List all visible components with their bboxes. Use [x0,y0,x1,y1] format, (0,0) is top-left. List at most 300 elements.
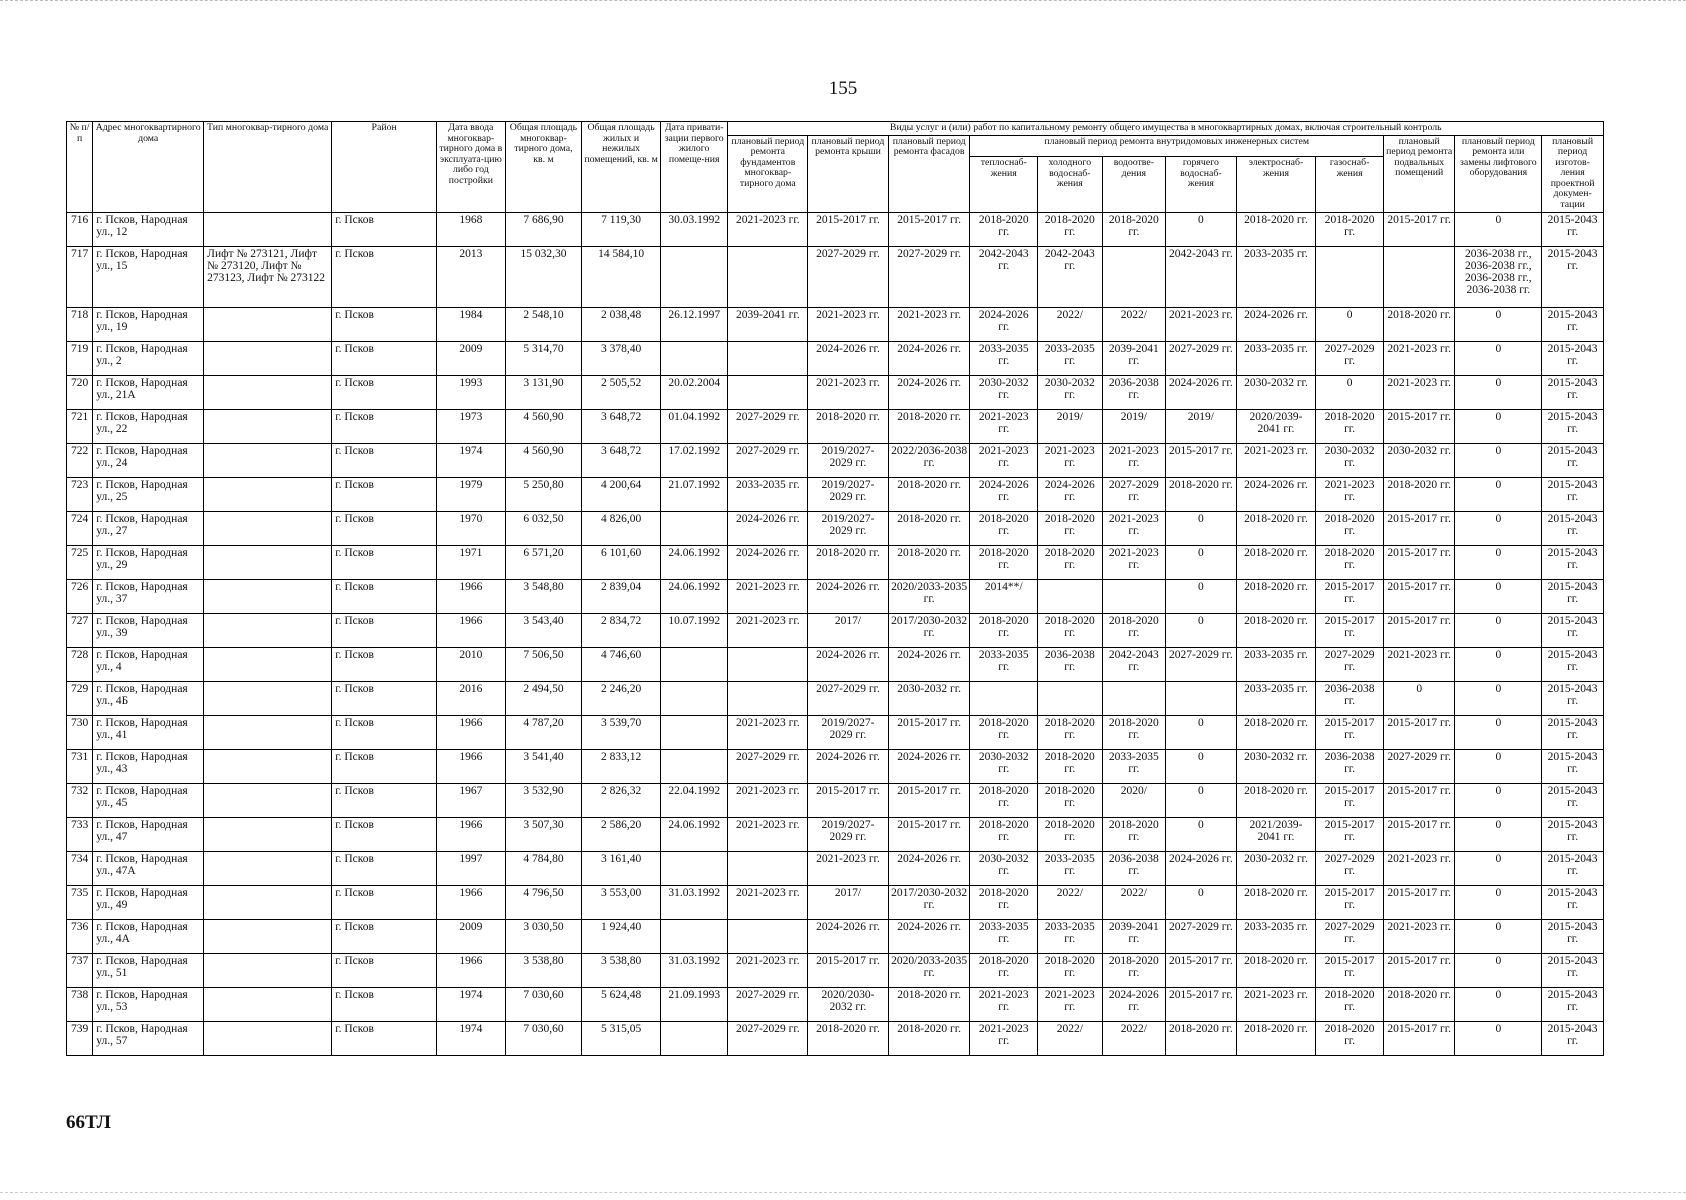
row-sewerage: 2036-2038 гг. [1102,375,1166,409]
row-district: г. Псков [332,307,437,341]
row-total-area: 4 796,50 [505,885,582,919]
row-year: 2010 [437,647,506,681]
row-elevator: 0 [1455,409,1542,443]
row-living-area: 4 746,60 [582,647,661,681]
row-cold-water: 2018-2020 гг. [1038,212,1103,246]
row-elevator: 0 [1455,851,1542,885]
row-basement: 2015-2017 гг. [1383,817,1455,851]
table-row [67,715,1604,749]
row-house-type [204,647,332,681]
col-commission-date: Дата ввода многоквар-тирного дома в эксплуата-цию либо год постройки [437,122,506,213]
row-sewerage: 2021-2023 гг. [1102,545,1166,579]
row-house-type [204,987,332,1021]
row-basement: 2015-2017 гг. [1383,409,1455,443]
row-sewerage: 2021-2023 гг. [1102,443,1166,477]
row-sewerage: 2018-2020 гг. [1102,212,1166,246]
row-address: г. Псков, Народная ул., 57 [93,1021,204,1055]
row-cold-water: 2030-2032 гг. [1038,375,1103,409]
row-design-docs: 2015-2043 гг. [1542,579,1604,613]
row-living-area: 2 586,20 [582,817,661,851]
row-facade: 2030-2032 гг. [888,681,970,715]
table-row [67,443,1604,477]
col-elevator: плановый период ремонта или замены лифтового оборудования [1455,135,1542,212]
row-privatization: 20.02.2004 [660,375,728,409]
row-living-area: 14 584,10 [582,246,661,307]
row-roof: 2027-2029 гг. [808,246,889,307]
row-house-type [204,579,332,613]
row-foundation [728,851,808,885]
row-district: г. Псков [332,212,437,246]
row-foundation: 2021-2023 гг. [728,953,808,987]
row-gas: 0 [1316,375,1384,409]
row-address: г. Псков, Народная ул., 24 [93,443,204,477]
row-house-type [204,409,332,443]
row-privatization: 24.06.1992 [660,545,728,579]
row-total-area: 7 030,60 [505,987,582,1021]
row-electricity: 2033-2035 гг. [1236,246,1316,307]
row-heating: 2018-2020 гг. [970,511,1038,545]
row-district: г. Псков [332,885,437,919]
row-living-area: 2 246,20 [582,681,661,715]
row-total-area: 15 032,30 [505,246,582,307]
row-heating: 2033-2035 гг. [970,341,1038,375]
row-basement: 2021-2023 гг. [1383,375,1455,409]
row-number: 728 [67,647,93,681]
row-number: 734 [67,851,93,885]
row-roof: 2024-2026 гг. [808,579,889,613]
row-electricity: 2018-2020 гг. [1236,212,1316,246]
row-basement: 0 [1383,681,1455,715]
row-roof: 2024-2026 гг. [808,341,889,375]
row-living-area: 1 924,40 [582,919,661,953]
row-foundation [728,246,808,307]
row-year: 1966 [437,613,506,647]
row-design-docs: 2015-2043 гг. [1542,477,1604,511]
works-group-header: Виды услуг и (или) работ по капитальному ремонту общего имущества в многоквартирных домах, включая строительный контроль [728,122,1604,136]
row-sewerage: 2022/ [1102,1021,1166,1055]
page-number: 155 [828,78,858,99]
col-heating: теплоснаб-жения [970,157,1038,212]
row-heating: 2030-2032 гг. [970,749,1038,783]
row-cold-water: 2018-2020 гг. [1038,749,1103,783]
row-heating: 2018-2020 гг. [970,783,1038,817]
row-privatization: 24.06.1992 [660,579,728,613]
table-row [67,212,1604,246]
row-heating: 2018-2020 гг. [970,817,1038,851]
row-roof: 2027-2029 гг. [808,681,889,715]
row-number: 722 [67,443,93,477]
row-address: г. Псков, Народная ул., 39 [93,613,204,647]
row-gas [1316,246,1384,307]
row-hot-water: 0 [1166,579,1237,613]
row-cold-water: 2022/ [1038,307,1103,341]
row-house-type [204,885,332,919]
row-privatization [660,851,728,885]
row-foundation: 2021-2023 гг. [728,885,808,919]
row-living-area: 2 834,72 [582,613,661,647]
row-roof: 2015-2017 гг. [808,953,889,987]
row-gas: 2030-2032 гг. [1316,443,1384,477]
row-privatization: 24.06.1992 [660,817,728,851]
row-basement: 2021-2023 гг. [1383,851,1455,885]
row-electricity: 2033-2035 гг. [1236,341,1316,375]
row-roof: 2019/2027-2029 гг. [808,443,889,477]
row-number: 724 [67,511,93,545]
row-cold-water: 2018-2020 гг. [1038,545,1103,579]
row-year: 1971 [437,545,506,579]
row-sewerage: 2027-2029 гг. [1102,477,1166,511]
row-address: г. Псков, Народная ул., 4Б [93,681,204,715]
row-house-type [204,341,332,375]
row-facade: 2024-2026 гг. [888,647,970,681]
row-facade: 2022/2036-2038 гг. [888,443,970,477]
row-heating: 2018-2020 гг. [970,715,1038,749]
row-district: г. Псков [332,749,437,783]
row-total-area: 3 030,50 [505,919,582,953]
row-number: 731 [67,749,93,783]
row-year: 1966 [437,579,506,613]
row-cold-water: 2042-2043 гг. [1038,246,1103,307]
col-foundation: плановый период ремонта фундаментов многоквар-тирного дома [728,135,808,212]
engineering-group-header: плановый период ремонта внутридомовых инженерных систем [970,135,1383,157]
table-row [67,885,1604,919]
row-electricity: 2033-2035 гг. [1236,647,1316,681]
row-year: 1968 [437,212,506,246]
row-cold-water: 2021-2023 гг. [1038,443,1103,477]
row-house-type [204,545,332,579]
row-year: 1973 [437,409,506,443]
row-address: г. Псков, Народная ул., 4 [93,647,204,681]
row-house-type [204,715,332,749]
row-district: г. Псков [332,613,437,647]
row-gas: 2018-2020 гг. [1316,545,1384,579]
row-heating: 2018-2020 гг. [970,613,1038,647]
row-total-area: 4 560,90 [505,443,582,477]
row-roof: 2018-2020 гг. [808,1021,889,1055]
row-number: 720 [67,375,93,409]
row-gas: 2018-2020 гг. [1316,212,1384,246]
row-basement: 2015-2017 гг. [1383,953,1455,987]
row-foundation: 2021-2023 гг. [728,715,808,749]
row-design-docs: 2015-2043 гг. [1542,919,1604,953]
col-privatization: Дата привати-зации первого жилого помеще-ния [660,122,728,213]
row-privatization [660,715,728,749]
row-cold-water: 2022/ [1038,885,1103,919]
row-roof: 2018-2020 гг. [808,409,889,443]
row-year: 1993 [437,375,506,409]
row-privatization [660,1021,728,1055]
row-design-docs: 2015-2043 гг. [1542,681,1604,715]
row-heating: 2018-2020 гг. [970,885,1038,919]
row-hot-water: 2019/ [1166,409,1237,443]
table-row [67,987,1604,1021]
row-roof: 2019/2027-2029 гг. [808,511,889,545]
row-electricity: 2021-2023 гг. [1236,443,1316,477]
row-number: 727 [67,613,93,647]
row-total-area: 5 314,70 [505,341,582,375]
row-total-area: 3 532,90 [505,783,582,817]
row-foundation: 2027-2029 гг. [728,987,808,1021]
row-cold-water: 2022/ [1038,1021,1103,1055]
table-row [67,477,1604,511]
row-roof: 2017/ [808,885,889,919]
row-foundation: 2021-2023 гг. [728,783,808,817]
row-design-docs: 2015-2043 гг. [1542,647,1604,681]
row-sewerage: 2033-2035 гг. [1102,749,1166,783]
row-number: 726 [67,579,93,613]
row-living-area: 3 161,40 [582,851,661,885]
row-hot-water: 0 [1166,817,1237,851]
row-house-type [204,613,332,647]
row-hot-water: 2042-2043 гг. [1166,246,1237,307]
row-year: 1967 [437,783,506,817]
row-facade: 2018-2020 гг. [888,477,970,511]
row-basement: 2015-2017 гг. [1383,1021,1455,1055]
row-elevator: 0 [1455,545,1542,579]
row-number: 739 [67,1021,93,1055]
row-address: г. Псков, Народная ул., 15 [93,246,204,307]
row-basement: 2015-2017 гг. [1383,613,1455,647]
row-roof: 2024-2026 гг. [808,749,889,783]
row-facade: 2020/2033-2035 гг. [888,579,970,613]
row-facade: 2015-2017 гг. [888,817,970,851]
row-roof: 2021-2023 гг. [808,375,889,409]
row-foundation: 2027-2029 гг. [728,749,808,783]
row-cold-water: 2018-2020 гг. [1038,511,1103,545]
table-row [67,375,1604,409]
row-living-area: 2 505,52 [582,375,661,409]
row-living-area: 7 119,30 [582,212,661,246]
row-roof: 2020/2030-2032 гг. [808,987,889,1021]
row-basement: 2018-2020 гг. [1383,307,1455,341]
row-district: г. Псков [332,511,437,545]
row-gas: 2027-2029 гг. [1316,647,1384,681]
row-gas: 2018-2020 гг. [1316,511,1384,545]
table-row [67,953,1604,987]
row-number: 738 [67,987,93,1021]
row-district: г. Псков [332,1021,437,1055]
row-design-docs: 2015-2043 гг. [1542,307,1604,341]
row-address: г. Псков, Народная ул., 49 [93,885,204,919]
row-design-docs: 2015-2043 гг. [1542,511,1604,545]
row-basement: 2015-2017 гг. [1383,545,1455,579]
row-roof: 2019/2027-2029 гг. [808,715,889,749]
row-year: 1966 [437,885,506,919]
row-total-area: 7 686,90 [505,212,582,246]
table-row [67,783,1604,817]
row-elevator: 0 [1455,579,1542,613]
col-living-area: Общая площадь жилых и нежилых помещений, кв. м [582,122,661,213]
row-gas: 2015-2017 гг. [1316,783,1384,817]
row-electricity: 2024-2026 гг. [1236,477,1316,511]
row-design-docs: 2015-2043 гг. [1542,212,1604,246]
row-hot-water: 0 [1166,783,1237,817]
row-total-area: 6 032,50 [505,511,582,545]
row-total-area: 3 541,40 [505,749,582,783]
row-basement: 2015-2017 гг. [1383,579,1455,613]
row-address: г. Псков, Народная ул., 45 [93,783,204,817]
row-address: г. Псков, Народная ул., 21А [93,375,204,409]
row-basement: 2015-2017 гг. [1383,715,1455,749]
row-foundation: 2024-2026 гг. [728,545,808,579]
row-district: г. Псков [332,443,437,477]
row-address: г. Псков, Народная ул., 12 [93,212,204,246]
row-roof: 2019/2027-2029 гг. [808,477,889,511]
row-district: г. Псков [332,409,437,443]
row-design-docs: 2015-2043 гг. [1542,341,1604,375]
row-privatization [660,511,728,545]
row-sewerage: 2039-2041 гг. [1102,919,1166,953]
row-facade: 2017/2030-2032 гг. [888,885,970,919]
row-cold-water: 2018-2020 гг. [1038,783,1103,817]
row-heating: 2018-2020 гг. [970,212,1038,246]
row-living-area: 2 826,32 [582,783,661,817]
row-house-type [204,749,332,783]
row-district: г. Псков [332,783,437,817]
row-district: г. Псков [332,545,437,579]
row-roof: 2015-2017 гг. [808,783,889,817]
row-district: г. Псков [332,477,437,511]
row-living-area: 4 826,00 [582,511,661,545]
row-cold-water: 2033-2035 гг. [1038,851,1103,885]
row-sewerage: 2022/ [1102,885,1166,919]
row-facade: 2021-2023 гг. [888,307,970,341]
row-elevator: 0 [1455,1021,1542,1055]
row-number: 736 [67,919,93,953]
row-foundation: 2021-2023 гг. [728,817,808,851]
row-year: 2013 [437,246,506,307]
row-heating [970,681,1038,715]
row-total-area: 5 250,80 [505,477,582,511]
row-foundation [728,647,808,681]
row-year: 1970 [437,511,506,545]
row-year: 1984 [437,307,506,341]
row-electricity: 2030-2032 гг. [1236,749,1316,783]
row-foundation: 2021-2023 гг. [728,212,808,246]
row-address: г. Псков, Народная ул., 53 [93,987,204,1021]
row-house-type [204,375,332,409]
row-privatization: 21.07.1992 [660,477,728,511]
row-heating: 2018-2020 гг. [970,953,1038,987]
row-house-type [204,953,332,987]
table-row [67,409,1604,443]
row-electricity: 2018-2020 гг. [1236,783,1316,817]
row-total-area: 4 787,20 [505,715,582,749]
row-district: г. Псков [332,953,437,987]
row-living-area: 3 538,80 [582,953,661,987]
row-hot-water: 2024-2026 гг. [1166,375,1237,409]
table-body [67,212,1604,1055]
table-row [67,579,1604,613]
row-living-area: 3 648,72 [582,409,661,443]
row-gas: 2015-2017 гг. [1316,953,1384,987]
row-total-area: 3 538,80 [505,953,582,987]
row-facade: 2024-2026 гг. [888,919,970,953]
row-electricity: 2018-2020 гг. [1236,885,1316,919]
row-living-area: 3 648,72 [582,443,661,477]
capital-repair-table [66,121,1604,1056]
row-foundation [728,341,808,375]
row-sewerage: 2018-2020 гг. [1102,953,1166,987]
row-facade: 2024-2026 гг. [888,749,970,783]
row-roof: 2018-2020 гг. [808,545,889,579]
row-year: 2016 [437,681,506,715]
row-gas: 2027-2029 гг. [1316,341,1384,375]
row-electricity: 2018-2020 гг. [1236,579,1316,613]
col-design-docs: плановый период изготов-ления проектной докумен-тации [1542,135,1604,212]
row-number: 729 [67,681,93,715]
row-facade: 2020/2033-2035 гг. [888,953,970,987]
row-design-docs: 2015-2043 гг. [1542,987,1604,1021]
row-cold-water: 2021-2023 гг. [1038,987,1103,1021]
col-hot-water: горячего водоснаб-жения [1166,157,1237,212]
row-heating: 2021-2023 гг. [970,409,1038,443]
row-gas: 2018-2020 гг. [1316,1021,1384,1055]
table-header [67,122,1604,213]
row-foundation: 2027-2029 гг. [728,409,808,443]
row-privatization: 31.03.1992 [660,953,728,987]
row-address: г. Псков, Народная ул., 29 [93,545,204,579]
row-design-docs: 2015-2043 гг. [1542,443,1604,477]
row-living-area: 2 038,48 [582,307,661,341]
table-row [67,647,1604,681]
col-gas: газоснаб-жения [1316,157,1384,212]
row-basement: 2015-2017 гг. [1383,511,1455,545]
row-district: г. Псков [332,919,437,953]
row-total-area: 3 131,90 [505,375,582,409]
table-row [67,817,1604,851]
row-roof: 2021-2023 гг. [808,851,889,885]
row-living-area: 4 200,64 [582,477,661,511]
row-foundation [728,919,808,953]
row-address: г. Псков, Народная ул., 51 [93,953,204,987]
row-privatization [660,749,728,783]
row-address: г. Псков, Народная ул., 19 [93,307,204,341]
row-year: 1966 [437,953,506,987]
row-electricity: 2021/2039-2041 гг. [1236,817,1316,851]
row-address: г. Псков, Народная ул., 37 [93,579,204,613]
row-total-area: 2 548,10 [505,307,582,341]
row-address: г. Псков, Народная ул., 22 [93,409,204,443]
row-gas: 2018-2020 гг. [1316,409,1384,443]
table-row [67,246,1604,307]
col-facade: плановый период ремонта фасадов [888,135,970,212]
row-gas: 2018-2020 гг. [1316,987,1384,1021]
row-hot-water: 2018-2020 гг. [1166,477,1237,511]
row-total-area: 2 494,50 [505,681,582,715]
row-district: г. Псков [332,851,437,885]
row-design-docs: 2015-2043 гг. [1542,409,1604,443]
row-basement: 2015-2017 гг. [1383,885,1455,919]
row-elevator: 2036-2038 гг., 2036-2038 гг., 2036-2038 гг., 2036-2038 гг. [1455,246,1542,307]
table-row [67,1021,1604,1055]
row-basement [1383,246,1455,307]
row-house-type [204,443,332,477]
row-living-area: 5 624,48 [582,987,661,1021]
col-no: № п/п [67,122,93,213]
table-row [67,749,1604,783]
row-roof: 2015-2017 гг. [808,212,889,246]
row-total-area: 7 030,60 [505,1021,582,1055]
row-design-docs: 2015-2043 гг. [1542,851,1604,885]
row-year: 1966 [437,817,506,851]
row-sewerage: 2042-2043 гг. [1102,647,1166,681]
row-living-area: 2 833,12 [582,749,661,783]
row-year: 1966 [437,715,506,749]
row-hot-water: 2027-2029 гг. [1166,341,1237,375]
row-facade: 2018-2020 гг. [888,1021,970,1055]
row-basement: 2021-2023 гг. [1383,341,1455,375]
